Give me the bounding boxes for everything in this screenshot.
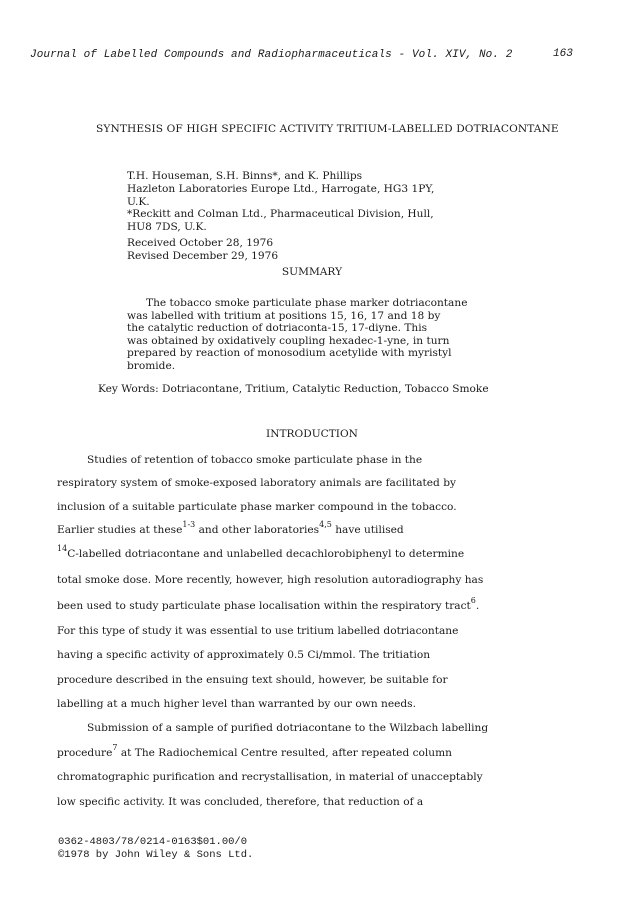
body-line: procedure described in the ensuing text should, however, be suitable for xyxy=(57,674,448,686)
affiliation-line: HU8 7DS, U.K. xyxy=(127,221,207,233)
article-code: 0362-4803/78/0214-0163$01.00/0 xyxy=(58,836,248,848)
summary-line: was labelled with tritium at positions 15, 16, 17 and 18 by xyxy=(127,310,441,322)
body-line: $^{14}$C-labelled dotriacontane and unlabelled decachlorobiphenyl to determine xyxy=(57,544,465,560)
body-line: Studies of retention of tobacco smoke particulate phase in the xyxy=(87,454,423,466)
keywords: Key Words: Dotriacontane, Tritium, Catalytic Reduction, Tobacco Smoke xyxy=(98,383,489,395)
summary-heading: SUMMARY xyxy=(281,266,343,278)
article-title: SYNTHESIS OF HIGH SPECIFIC ACTIVITY TRITIUM-LABELLED DOTRIACONTANE xyxy=(96,123,559,135)
summary-line: prepared by reaction of monosodium acetylide with myristyl xyxy=(127,347,452,359)
citation-superscript: 7 xyxy=(112,743,118,752)
body-line: respiratory system of smoke-exposed laboratory animals are facilitated by xyxy=(57,477,456,489)
summary-line: was obtained by oxidatively coupling hexadec-1-yne, in turn xyxy=(127,335,450,347)
body-line: been used to study particulate phase localisation within the respiratory tract$^6$. xyxy=(57,596,480,612)
summary-line: the catalytic reduction of dotriaconta-15, 17-diyne. This xyxy=(127,322,428,334)
affiliation-line: Hazleton Laboratories Europe Ltd., Harrogate, HG3 1PY, xyxy=(127,183,435,195)
body-line: low specific activity. It was concluded, therefore, that reduction of a xyxy=(57,796,424,808)
affiliation-line: U.K. xyxy=(127,196,150,208)
affiliation-line: *Reckitt and Colman Ltd., Pharmaceutical Division, Hull, xyxy=(127,208,434,220)
body-line: procedure$^7$ at The Radiochemical Centre resulted, after repeated column xyxy=(57,743,452,759)
summary-line: bromide. xyxy=(127,360,176,372)
body-line: total smoke dose. More recently, however, high resolution autoradiography has xyxy=(57,574,484,586)
body-line: chromatographic purification and recrystallisation, in material of unacceptably xyxy=(57,771,483,783)
journal-header: Journal of Labelled Compounds and Radiopharmaceuticals - Vol. XIV, No. 2 xyxy=(30,49,513,61)
received-date: Received October 28, 1976 xyxy=(127,237,274,249)
citation-superscript: 6 xyxy=(470,596,476,605)
body-line: inclusion of a suitable particulate phase marker compound in the tobacco. xyxy=(57,501,457,513)
revised-date: Revised December 29, 1976 xyxy=(127,250,279,262)
page-number: 163 xyxy=(553,48,573,60)
authors-line: T.H. Houseman, S.H. Binns*, and K. Phillips xyxy=(127,170,363,182)
copyright: ©1978 by John Wiley & Sons Ltd. xyxy=(58,849,254,861)
introduction-heading: INTRODUCTION xyxy=(266,428,358,440)
body-line: having a specific activity of approximately 0.5 Ci/mmol. The tritiation xyxy=(57,649,431,661)
body-line: Earlier studies at these$^{1-3}$ and other laboratories$^{4,5}$ have utilised xyxy=(57,520,404,536)
citation-superscript: 4,5 xyxy=(319,520,332,529)
body-line: For this type of study it was essential to use tritium labelled dotriacontane xyxy=(57,625,459,637)
summary-line: The tobacco smoke particulate phase marker dotriacontane xyxy=(146,297,468,309)
body-line: labelling at a much higher level than warranted by our own needs. xyxy=(57,698,416,710)
isotope-superscript: 14 xyxy=(57,544,68,553)
citation-superscript: 1-3 xyxy=(182,520,196,529)
body-line: Submission of a sample of purified dotriacontane to the Wilzbach labelling xyxy=(87,722,489,734)
